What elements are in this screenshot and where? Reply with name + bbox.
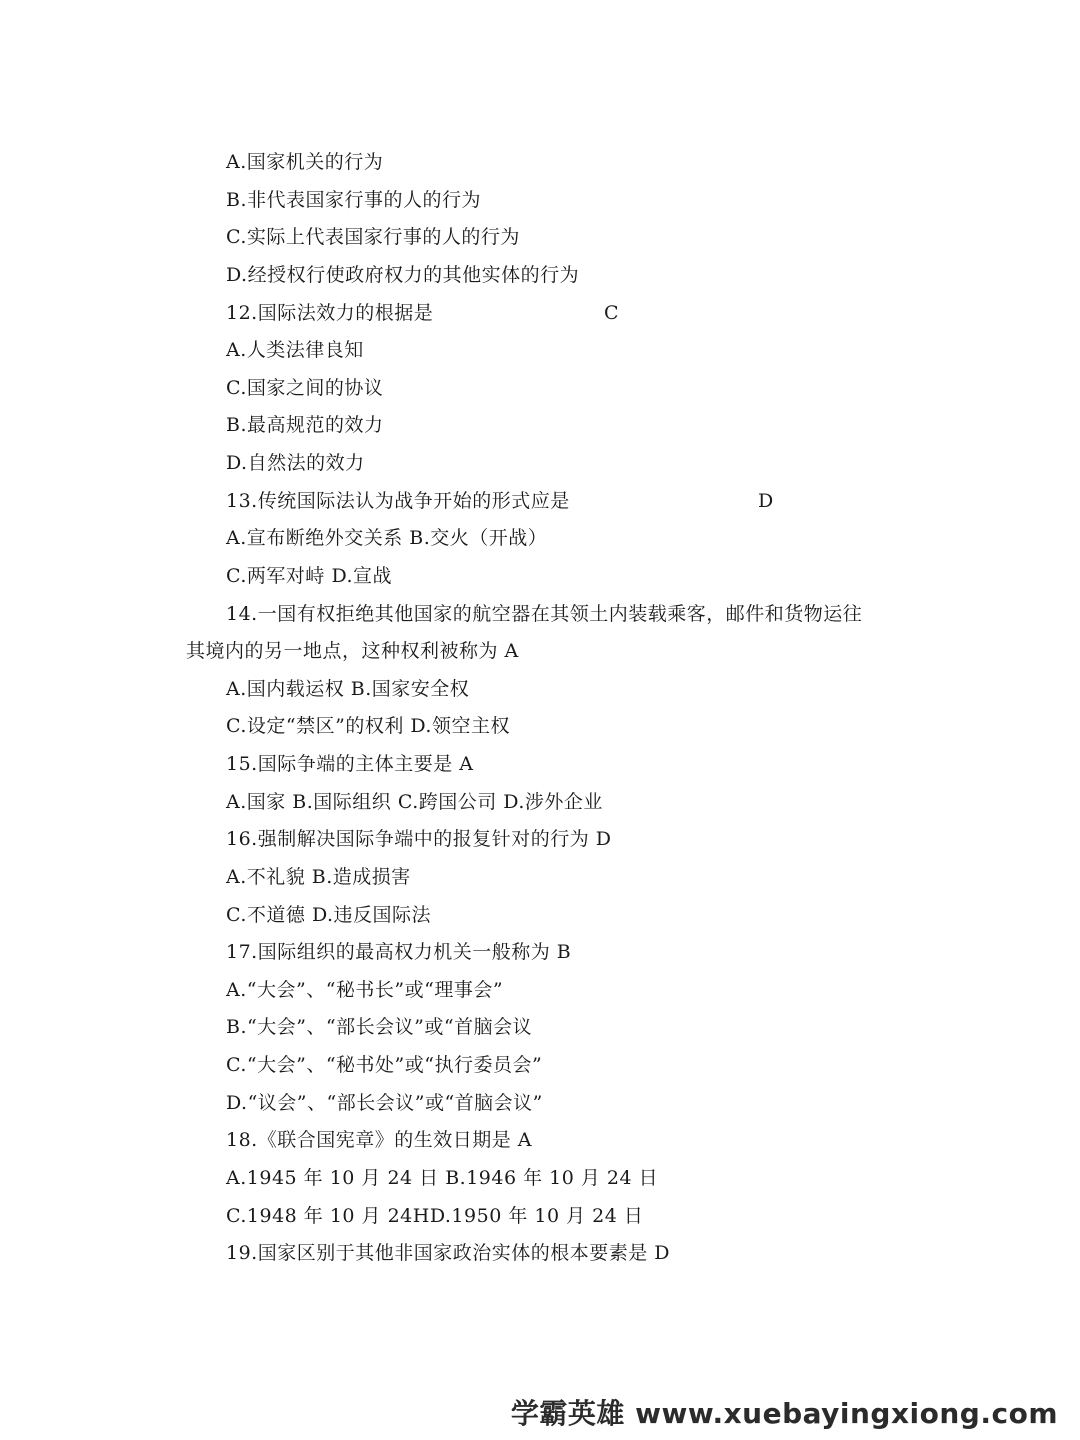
question-13: 13.传统国际法认为战争开始的形式应是	[226, 490, 570, 512]
question-19: 19.国家区别于其他非国家政治实体的根本要素是 D	[226, 1242, 670, 1264]
option-line: D.自然法的效力	[226, 452, 365, 474]
option-line: C.两军对峙 D.宣战	[226, 565, 393, 587]
option-line: C.不道德 D.违反国际法	[226, 904, 432, 926]
option-line: C.1948 年 10 月 24HD.1950 年 10 月 24 日	[226, 1205, 644, 1227]
option-line: A.不礼貌 B.造成损害	[226, 866, 411, 888]
option-line: A.国家机关的行为	[226, 151, 384, 173]
question-15: 15.国际争端的主体主要是 A	[226, 753, 474, 775]
option-line: B.最高规范的效力	[226, 414, 384, 436]
question-14: 14.一国有权拒绝其他国家的航空器在其领土内装载乘客，邮件和货物运往	[226, 603, 863, 625]
option-line: D.经授权行使政府权力的其他实体的行为	[226, 264, 580, 286]
question-12: 12.国际法效力的根据是	[226, 302, 434, 324]
question-16: 16.强制解决国际争端中的报复针对的行为 D	[226, 828, 612, 850]
option-line: B.“大会”、“部长会议”或“首脑会议	[226, 1016, 533, 1038]
option-line: B.非代表国家行事的人的行为	[226, 189, 482, 211]
option-line: A.国家 B.国际组织 C.跨国公司 D.涉外企业	[226, 791, 603, 813]
option-line: C.实际上代表国家行事的人的行为	[226, 226, 520, 248]
option-line: A.“大会”、“秘书长”或“理事会”	[226, 979, 504, 1001]
question-18: 18.《联合国宪章》的生效日期是 A	[226, 1129, 532, 1151]
option-line: C.国家之间的协议	[226, 377, 384, 399]
answer-12: C	[604, 302, 619, 324]
option-line: A.宣布断绝外交关系 B.交火（开战）	[226, 527, 548, 549]
option-line: A.国内载运权 B.国家安全权	[226, 678, 470, 700]
question-14-continued: 其境内的另一地点，这种权利被称为 A	[186, 640, 519, 662]
site-watermark: 学霸英雄 www.xuebayingxiong.com	[510, 1397, 1058, 1430]
option-line: A.1945 年 10 月 24 日 B.1946 年 10 月 24 日	[226, 1167, 659, 1189]
question-17: 17.国际组织的最高权力机关一般称为 B	[226, 941, 572, 963]
answer-13: D	[758, 490, 774, 512]
option-line: A.人类法律良知	[226, 339, 364, 361]
option-line: C.“大会”、“秘书处”或“执行委员会”	[226, 1054, 543, 1076]
option-line: C.设定“禁区”的权利 D.领空主权	[226, 715, 510, 737]
option-line: D.“议会”、“部长会议”或“首脑会议”	[226, 1092, 543, 1114]
